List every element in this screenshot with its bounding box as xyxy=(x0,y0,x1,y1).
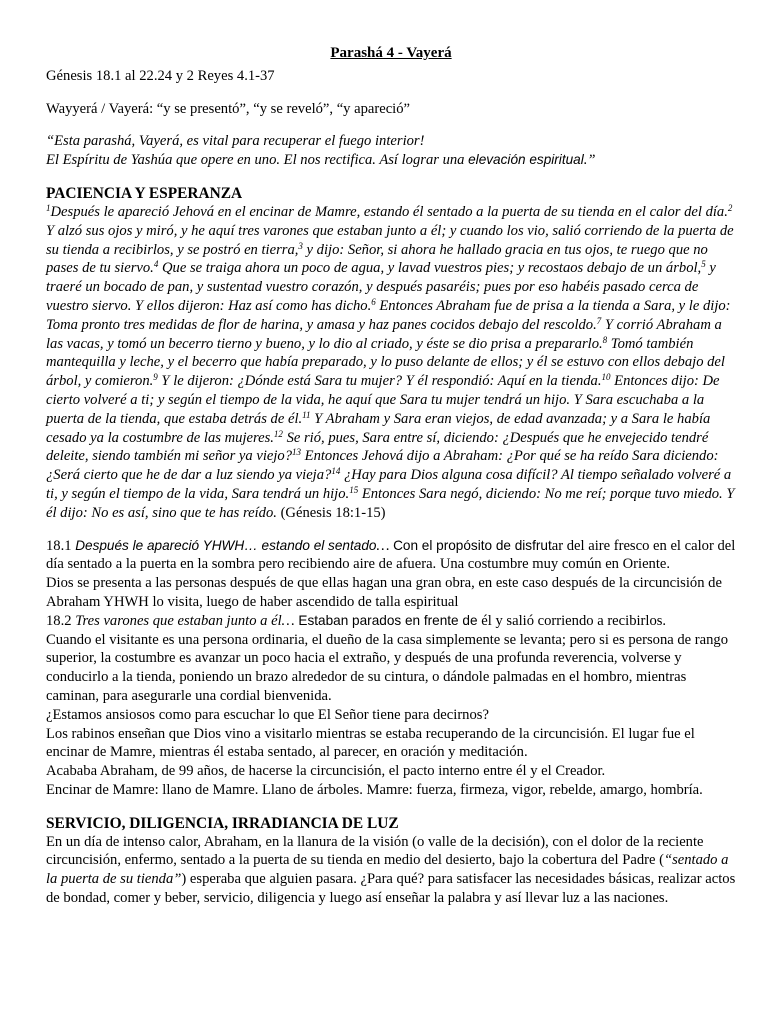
section-heading-paciencia: PACIENCIA Y ESPERANZA xyxy=(46,184,243,202)
page-title: Parashá 4 - Vayerá xyxy=(330,45,452,61)
circumcision-note: Acababa Abraham, de 99 años, de hacerse la circuncisión, el pacto interno entre él y el Creador. xyxy=(46,763,606,780)
commentary-18-1: 18.1 Después le apareció YHWH… estando el sentado… Con el propósito de disfrutar del aire fresco en el calor del día sentado a la puerta en la sombra pero recibiendo aire de afuera. Una costumbre muy común en Oriente. Dios se presenta a las personas después de que ellas hagan una gran obra, en este caso después de la circuncisión de Abraham YHWH lo visita, luego de haber ascendido de talla espiritual xyxy=(46,537,736,610)
rabbinic-teaching: Los rabinos enseñan que Dios vino a visitarlo mientras se estaba recuperando de la circuncisión. El lugar fue el encinar de Mamre, mientras él estaba sentado, al parecer, en oración y meditación. xyxy=(46,725,695,761)
reflection-question: ¿Estamos ansiosos como para escuchar lo que El Señor tiene para decirnos? xyxy=(46,706,489,723)
opening-quote xyxy=(46,132,736,170)
commentary-18-2: 18.2 Tres varones que estaban junto a él… Estaban parados en frente de él y salió corriendo a recibirlos. Cuando el visitante es una persona ordinaria, el dueño de la casa simplemente se levanta; pero si es persona de rango superior, la costumbre es avanzar un poco hacia el extraño, y después de una profunda reverencia, volverse y conducirlo a la tienda, poniendo un brazo alrededor de su cintura, o dándole palmadas en el hombro, mientras caminan, para asegurarle una cordial bienvenida. xyxy=(46,612,729,704)
quote-line-2: El Espíritu de Yashúa que opere en uno. El nos rectifica. Así lograr una elevación espiritual.” xyxy=(46,152,596,169)
servicio-paragraph: En un día de intenso calor, Abraham, en la llanura de la visión (o valle de la decisión), con el dolor de la reciente circuncisión, enfermo, sentado a la puerta de su tienda en medio del desierto, bajo la cobertura del Padre (“sentado a la puerta de su tienda”) esperaba que alguien pasara. ¿Para qué? para satisfacer las necesidades básicas, realizar actos de bondad, comer y beber, servicio, diligencia y luego así enseñar la palabra y así llevar luz a las naciones. xyxy=(46,833,736,907)
parasha-name-meaning: Wayyerá / Vayerá: “y se presentó”, “y se reveló”, “y apareció” xyxy=(46,100,411,117)
quote-line-1: “Esta parashá, Vayerá, es vital para recuperar el fuego interior! xyxy=(46,133,425,150)
document-page xyxy=(46,44,736,908)
mamre-definition: Encinar de Mamre: llano de Mamre. Llano de árboles. Mamre: fuerza, firmeza, vigor, rebelde, amargo, hombría. xyxy=(46,781,703,798)
section-heading-servicio: SERVICIO, DILIGENCIA, IRRADIANCIA DE LUZ xyxy=(46,814,399,832)
scripture-references: Génesis 18.1 al 22.24 y 2 Reyes 4.1-37 xyxy=(46,67,275,84)
genesis-passage: $^1$Después le apareció Jehová en el encinar de Mamre, estando él sentado a la puerta de su tienda en el calor del día.$^2$ Y alzó sus ojos y miró, y he aquí tres varones que estaban junto a él; y cuando los vio, salió corriendo de la puerta de su tienda a recibirlos, y se postró en tierra,$^3$ y dijo: Señor, si ahora he hallado gracia en tus ojos, te ruego que no pases de tu siervo.$^4$ Que se traiga ahora un poco de agua, y lavad vuestros pies; y recostaos debajo de un árbol,$^5$ y traeré un bocado de pan, y sustentad vuestro corazón, y después pasaréis; pues por eso habéis pasado cerca de vuestro siervo. Y ellos dijeron: Haz así como has dicho.$^6$ Entonces Abraham fue de prisa a la tienda a Sara, y le dijo: Toma pronto tres medidas de flor de harina, y amasa y haz panes cocidos debajo del rescoldo.$^7$ Y corrió Abraham a las vacas, y tomó un becerro tierno y bueno, y lo dio al criado, y éste se dio prisa a prepararlo.$^8$ Tomó también mantequilla y leche, y el becerro que había preparado, y lo puso delante de ellos; y él se estuvo con ellos debajo del árbol, y comieron.$^9$ Y le dijeron: ¿Dónde está Sara tu mujer? Y él respondió: Aquí en la tienda.$^{10}$ Entonces dijo: De cierto volveré a ti; y según el tiempo de la vida, he aquí que Sara tu mujer tendrá un hijo. Y Sara escuchaba a la puerta de la tienda, que estaba detrás de él.$^{11}$ Y Abraham y Sara eran viejos, de edad avanzada; y a Sara le había cesado ya la costumbre de las mujeres.$^{12}$ Se rió, pues, Sara entre sí, diciendo: ¿Después que he envejecido tendré deleite, siendo también mi señor ya viejo?$^{13}$ Entonces Jehová dijo a Abraham: ¿Por qué se ha reído Sara diciendo: ¿Será cierto que he de dar a luz siendo ya vieja?$^{14}$ ¿Hay para Dios alguna cosa difícil? Al tiempo señalado volveré a ti, y según el tiempo de la vida, Sara tendrá un hijo.$^{15}$ Entonces Sara negó, diciendo: No me reí; porque tuvo miedo. Y él dijo: No es así, sino que te has reído. (Génesis 18:1-15) xyxy=(46,202,735,521)
